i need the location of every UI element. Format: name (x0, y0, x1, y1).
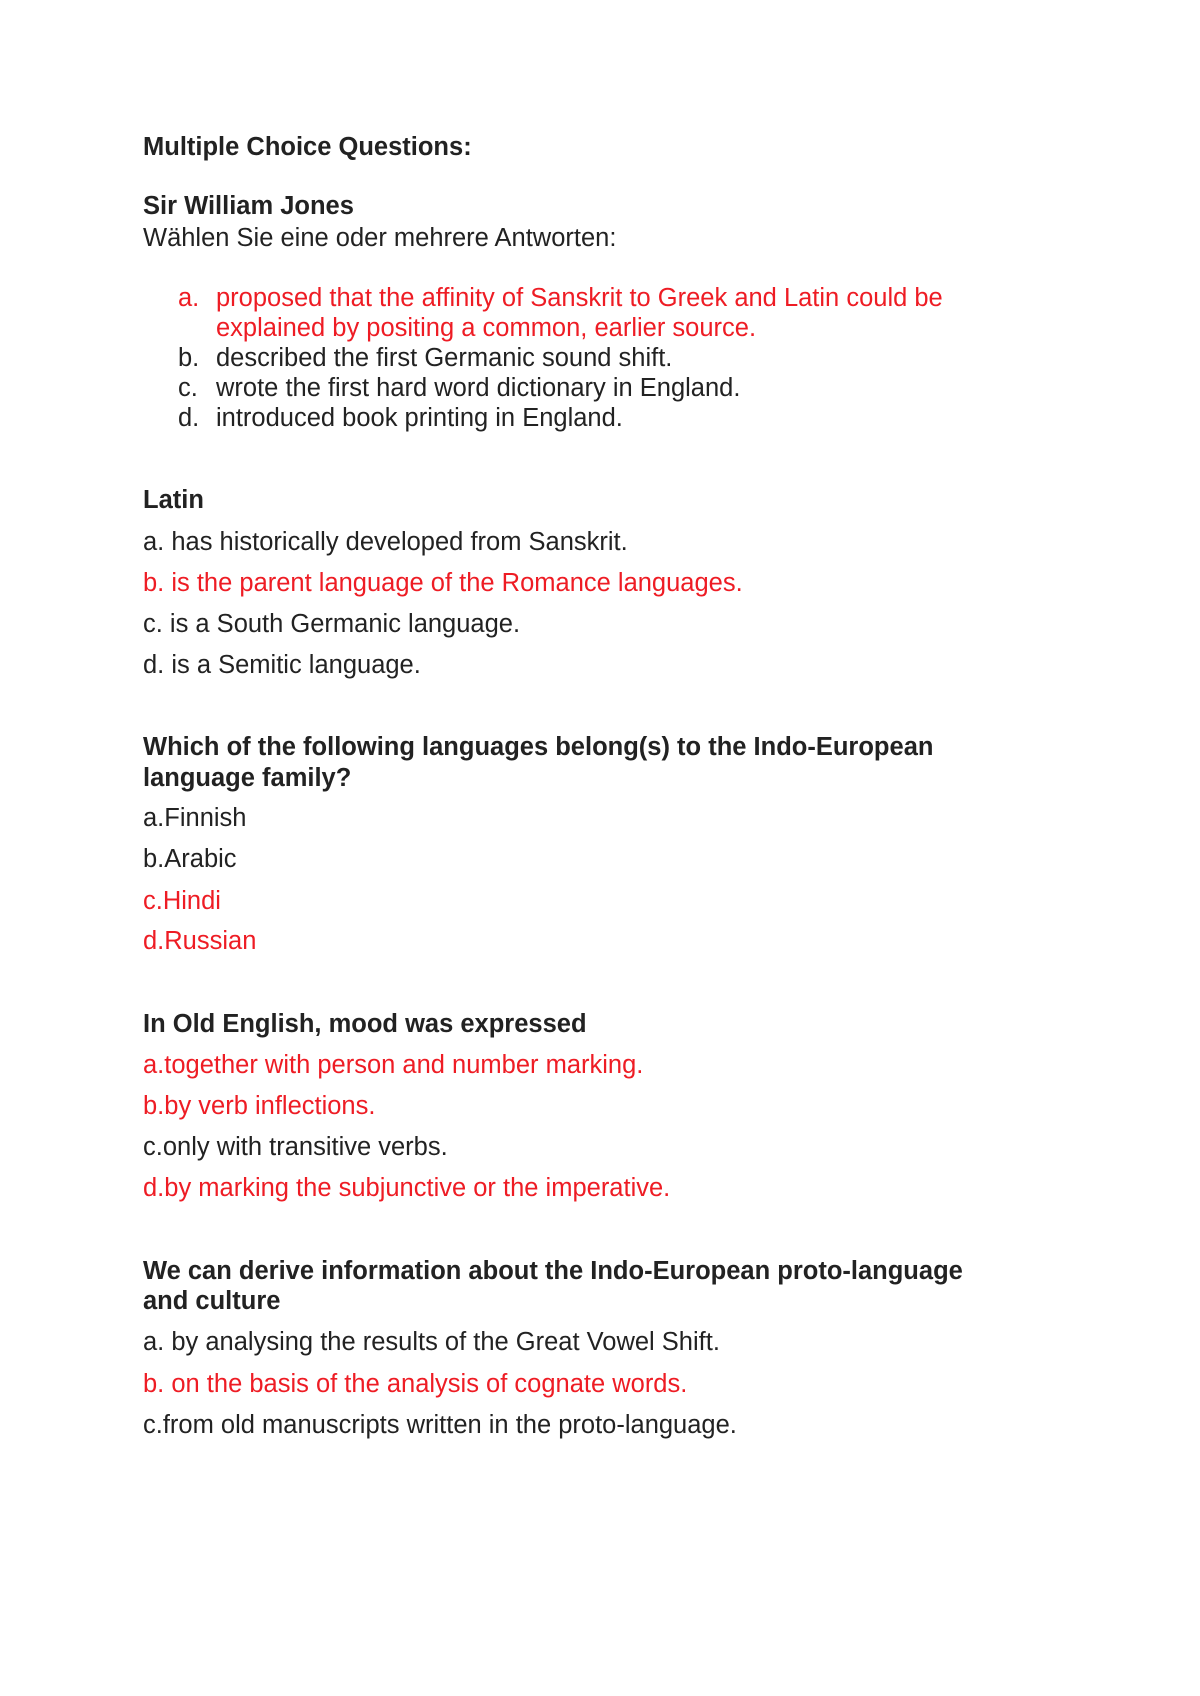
option-marker: b. (178, 344, 200, 372)
question-1-option-b (178, 342, 672, 375)
option-text: wrote the first hard word dictionary in England. (216, 374, 741, 402)
question-2-option-d: d. is a Semitic language. (143, 651, 421, 679)
page-heading: Multiple Choice Questions: (143, 133, 472, 161)
question-4-option-d: d.by marking the subjunctive or the imperative. (143, 1174, 671, 1202)
question-3-title-line-2: language family? (143, 764, 352, 792)
question-2-option-c: c. is a South Germanic language. (143, 610, 521, 638)
question-4-option-b: b.by verb inflections. (143, 1092, 376, 1120)
question-3-option-c: c.Hindi (143, 887, 221, 915)
question-4-title: In Old English, mood was expressed (143, 1010, 587, 1038)
question-3-option-b: b.Arabic (143, 845, 237, 873)
question-4-option-a: a.together with person and number marking. (143, 1051, 644, 1079)
question-5-option-b: b. on the basis of the analysis of cognate words. (143, 1370, 688, 1398)
question-1-title: Sir William Jones (143, 192, 354, 220)
option-marker: a. (178, 284, 200, 312)
question-3-option-d: d.Russian (143, 927, 257, 955)
question-2-option-b: b. is the parent language of the Romance languages. (143, 569, 743, 597)
option-marker: d. (178, 404, 200, 432)
question-5-title-line-2: and culture (143, 1287, 281, 1315)
option-text: proposed that the affinity of Sanskrit to Greek and Latin could be (216, 284, 943, 312)
question-1-option-c (178, 372, 740, 405)
option-marker: c. (178, 374, 198, 402)
question-3-option-a: a.Finnish (143, 804, 247, 832)
question-5-option-c: c.from old manuscripts written in the proto-language. (143, 1411, 737, 1439)
question-2-title: Latin (143, 486, 204, 514)
question-4-option-c: c.only with transitive verbs. (143, 1133, 448, 1161)
question-1-option-a (178, 282, 943, 315)
question-5-title-line-1: We can derive information about the Indo-European proto-language (143, 1257, 963, 1285)
option-text: introduced book printing in England. (216, 404, 623, 432)
question-1-option-d (178, 402, 623, 435)
question-1-option-a-continued: explained by positing a common, earlier source. (216, 314, 757, 342)
question-2-option-a: a. has historically developed from Sanskrit. (143, 528, 628, 556)
question-5-option-a: a. by analysing the results of the Great Vowel Shift. (143, 1328, 720, 1356)
question-3-title-line-1: Which of the following languages belong(s) to the Indo-European (143, 733, 934, 761)
option-text: described the first Germanic sound shift. (216, 344, 673, 372)
question-1-instruction: Wählen Sie eine oder mehrere Antworten: (143, 224, 617, 252)
